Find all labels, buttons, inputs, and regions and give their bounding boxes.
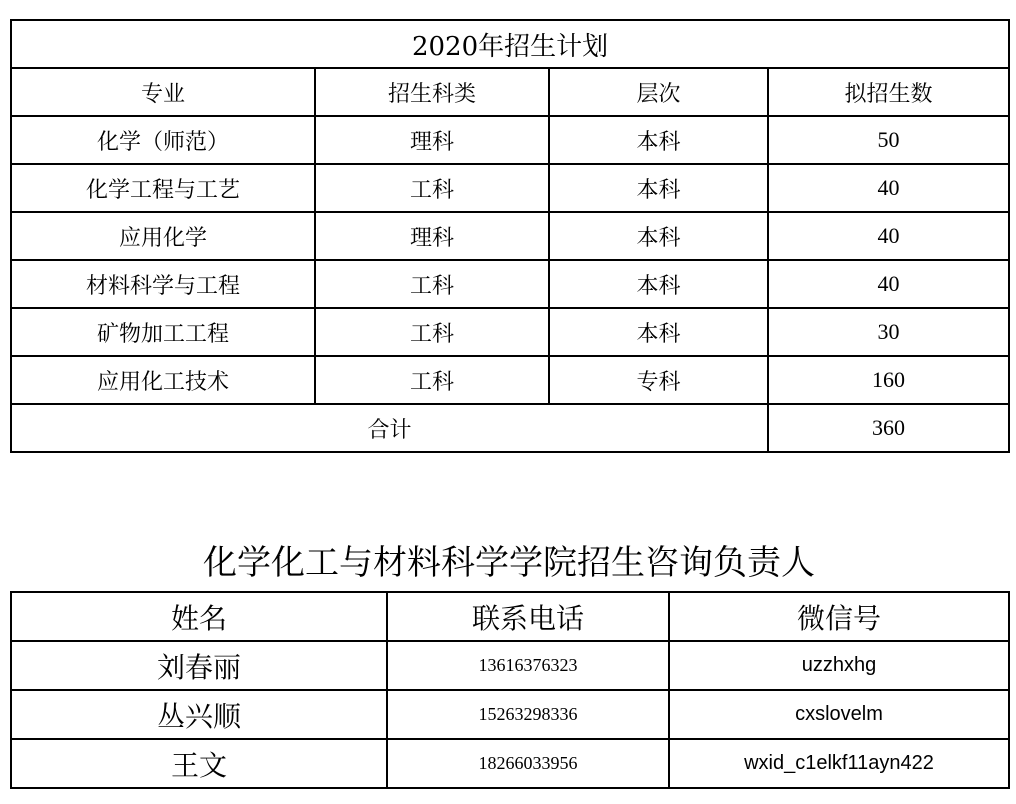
- count-cell: 160: [768, 356, 1009, 404]
- major-cell: 矿物加工工程: [11, 308, 315, 356]
- table-row: [11, 260, 1009, 308]
- count-cell: 30: [768, 308, 1009, 356]
- level-cell: 本科: [549, 260, 768, 308]
- table-row: [11, 356, 1009, 404]
- table-row: [11, 212, 1009, 260]
- contact-phone: 18266033956: [387, 739, 669, 788]
- table-row: [11, 739, 1009, 788]
- count-cell: 40: [768, 164, 1009, 212]
- plan-title-row: [11, 20, 1009, 68]
- total-label: 合计: [11, 404, 768, 452]
- column-header-count: 拟招生数: [768, 68, 1009, 116]
- major-cell: 材料科学与工程: [11, 260, 315, 308]
- total-row: [11, 404, 1009, 452]
- major-cell: 应用化工技术: [11, 356, 315, 404]
- column-header-level: 层次: [549, 68, 768, 116]
- count-cell: 40: [768, 212, 1009, 260]
- contact-phone: 13616376323: [387, 641, 669, 690]
- total-value: 360: [768, 404, 1009, 452]
- level-cell: 本科: [549, 308, 768, 356]
- category-cell: 工科: [315, 260, 549, 308]
- table-row: [11, 641, 1009, 690]
- table-row: [11, 116, 1009, 164]
- category-cell: 理科: [315, 116, 549, 164]
- contacts-heading: 化学化工与材料科学学院招生咨询负责人: [203, 543, 815, 583]
- column-header-wechat: 微信号: [669, 592, 1009, 641]
- count-cell: 40: [768, 260, 1009, 308]
- contacts-header-row: [11, 592, 1009, 641]
- table-row: [11, 164, 1009, 212]
- category-cell: 工科: [315, 308, 549, 356]
- column-header-category: 招生科类: [315, 68, 549, 116]
- count-cell: 50: [768, 116, 1009, 164]
- column-header-major: 专业: [11, 68, 315, 116]
- major-cell: 应用化学: [11, 212, 315, 260]
- contacts-table: [10, 591, 1010, 789]
- level-cell: 专科: [549, 356, 768, 404]
- plan-header-row: [11, 68, 1009, 116]
- major-cell: 化学工程与工艺: [11, 164, 315, 212]
- contact-name: 刘春丽: [11, 641, 387, 690]
- enrollment-plan-table: [10, 19, 1010, 453]
- table-row: [11, 690, 1009, 739]
- level-cell: 本科: [549, 212, 768, 260]
- category-cell: 工科: [315, 164, 549, 212]
- contact-phone: 15263298336: [387, 690, 669, 739]
- contact-wechat: uzzhxhg: [669, 641, 1009, 690]
- table-row: [11, 308, 1009, 356]
- level-cell: 本科: [549, 164, 768, 212]
- column-header-name: 姓名: [11, 592, 387, 641]
- contact-wechat: wxid_c1elkf11ayn422: [669, 739, 1009, 788]
- category-cell: 工科: [315, 356, 549, 404]
- category-cell: 理科: [315, 212, 549, 260]
- level-cell: 本科: [549, 116, 768, 164]
- contact-name: 丛兴顺: [11, 690, 387, 739]
- plan-title: 2020年招生计划: [11, 20, 1009, 68]
- major-cell: 化学（师范）: [11, 116, 315, 164]
- contact-wechat: cxslovelm: [669, 690, 1009, 739]
- contact-name: 王文: [11, 739, 387, 788]
- column-header-phone: 联系电话: [387, 592, 669, 641]
